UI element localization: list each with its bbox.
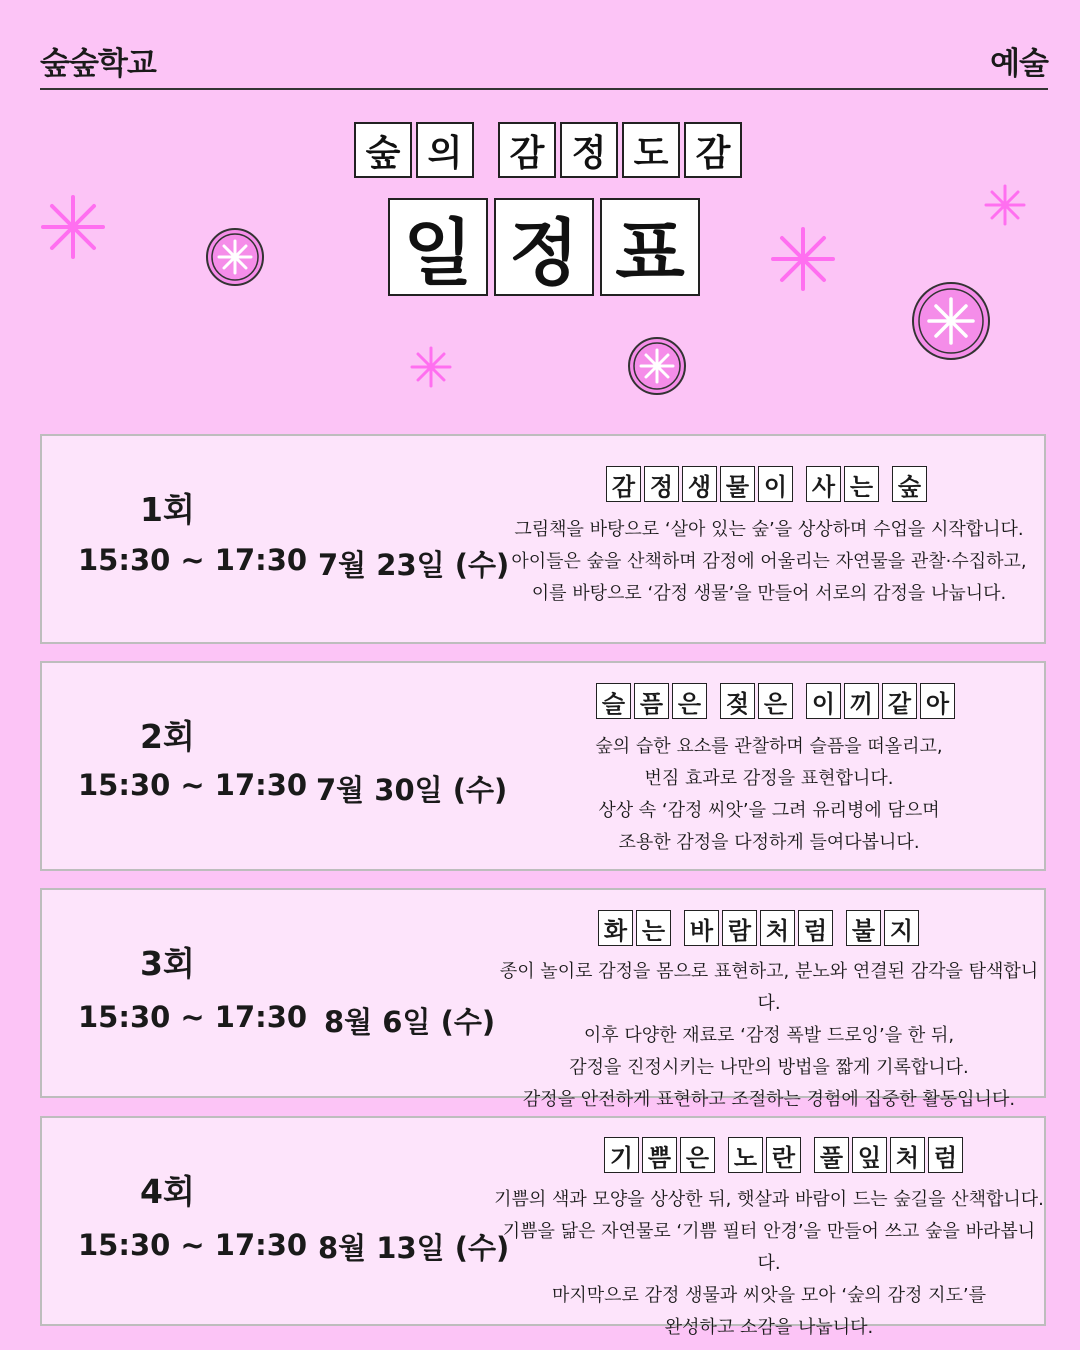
theme-char-box: 감 <box>606 466 641 502</box>
circled-asterisk-icon <box>626 335 688 397</box>
circled-asterisk-icon <box>910 280 992 362</box>
theme-char-box: 픔 <box>634 683 669 719</box>
title-line-1 <box>354 122 746 178</box>
theme-char-box: 노 <box>728 1137 763 1173</box>
session-number: 2회 <box>140 717 195 756</box>
session-time: 15:30 ~ 17:30 <box>78 1228 308 1262</box>
description-line: 번짐 효과로 감정을 표현합니다. <box>644 768 894 789</box>
theme-char-box: 기 <box>604 1137 639 1173</box>
session-time: 15:30 ~ 17:30 <box>78 768 308 802</box>
title-char-box: 표 <box>600 198 700 296</box>
theme-char-box: 정 <box>644 466 679 502</box>
session-date: 8월 6일 (수) <box>324 1005 496 1039</box>
theme-char-box: 지 <box>884 910 919 946</box>
description-line: 이를 바탕으로 ‘감정 생물’을 만들어 서로의 감정을 나눕니다. <box>531 583 1007 604</box>
session-time: 15:30 ~ 17:30 <box>78 543 308 577</box>
theme-char-box: 처 <box>760 910 795 946</box>
session-description <box>494 514 1044 610</box>
theme-char-box: 슬 <box>596 683 631 719</box>
session-theme <box>596 683 958 719</box>
theme-char-box: 물 <box>720 466 755 502</box>
title-char-box: 감 <box>498 122 556 178</box>
session-theme <box>598 910 922 946</box>
theme-char-box: 는 <box>844 466 879 502</box>
session-theme <box>606 466 930 502</box>
description-line: 마지막으로 감정 생물과 씨앗을 모아 ‘숲의 감정 지도’를 <box>551 1285 987 1306</box>
description-line: 감정을 진정시키는 나만의 방법을 짧게 기록합니다. <box>569 1057 969 1078</box>
theme-char-box: 처 <box>890 1137 925 1173</box>
theme-char-box: 끼 <box>844 683 879 719</box>
asterisk-star-icon <box>984 184 1026 226</box>
theme-char-box: 바 <box>684 910 719 946</box>
title-line-2 <box>388 198 706 296</box>
header <box>40 36 1048 90</box>
title-char-box: 일 <box>388 198 488 296</box>
title-char-box: 정 <box>494 198 594 296</box>
title-char-box: 도 <box>622 122 680 178</box>
theme-char-box: 은 <box>672 683 707 719</box>
session-description <box>494 731 1044 859</box>
theme-char-box: 사 <box>806 466 841 502</box>
session-card-4 <box>40 1116 1046 1338</box>
theme-char-box: 불 <box>846 910 881 946</box>
session-theme <box>604 1137 966 1173</box>
title-char-box: 정 <box>560 122 618 178</box>
theme-char-box: 란 <box>766 1137 801 1173</box>
description-line: 조용한 감정을 다정하게 들여다봅니다. <box>618 832 920 853</box>
theme-char-box: 풀 <box>814 1137 849 1173</box>
subject-label: 예술 <box>990 46 1048 82</box>
theme-char-box: 아 <box>920 683 955 719</box>
circled-asterisk-icon <box>204 226 266 288</box>
theme-char-box: 이 <box>758 466 793 502</box>
theme-char-box: 같 <box>882 683 917 719</box>
session-card-1 <box>40 434 1046 644</box>
session-description <box>494 956 1044 1116</box>
asterisk-star-icon <box>40 194 106 260</box>
theme-char-box: 쁨 <box>642 1137 677 1173</box>
brand-name: 숲숲학교 <box>40 46 156 82</box>
asterisk-star-icon <box>770 226 836 292</box>
description-line: 기쁨의 색과 모양을 상상한 뒤, 햇살과 바람이 드는 숲길을 산책합니다. <box>494 1189 1044 1210</box>
theme-char-box: 람 <box>722 910 757 946</box>
session-number: 4회 <box>140 1172 195 1211</box>
theme-char-box: 럼 <box>928 1137 963 1173</box>
asterisk-star-icon <box>410 346 452 388</box>
theme-char-box: 숲 <box>892 466 927 502</box>
description-line: 기쁨을 닮은 자연물로 ‘기쁨 필터 안경’을 만들어 쓰고 숲을 바라봅니다. <box>502 1221 1036 1274</box>
title-char-box: 숲 <box>354 122 412 178</box>
theme-char-box: 잎 <box>852 1137 887 1173</box>
theme-char-box: 은 <box>680 1137 715 1173</box>
session-number: 1회 <box>140 490 195 529</box>
description-line: 종이 놀이로 감정을 몸으로 표현하고, 분노와 연결된 감각을 탐색합니다. <box>499 961 1039 1014</box>
session-card-3 <box>40 888 1046 1110</box>
session-date: 8월 13일 (수) <box>318 1231 510 1265</box>
theme-char-box: 화 <box>598 910 633 946</box>
description-line: 그림책을 바탕으로 ‘살아 있는 숲’을 상상하며 수업을 시작합니다. <box>514 519 1024 540</box>
description-line: 숲의 습한 요소를 관찰하며 슬픔을 떠올리고, <box>595 736 943 757</box>
description-line: 이후 다양한 재료로 ‘감정 폭발 드로잉’을 한 뒤, <box>583 1025 955 1046</box>
theme-char-box: 는 <box>636 910 671 946</box>
theme-char-box: 이 <box>806 683 841 719</box>
session-number: 3회 <box>140 944 195 983</box>
theme-char-box: 은 <box>758 683 793 719</box>
session-description <box>494 1184 1044 1344</box>
theme-char-box: 생 <box>682 466 717 502</box>
theme-char-box: 럼 <box>798 910 833 946</box>
session-card-2 <box>40 661 1046 871</box>
description-line: 아이들은 숲을 산책하며 감정에 어울리는 자연물을 관찰·수집하고, <box>511 551 1027 572</box>
session-date: 7월 23일 (수) <box>318 548 510 582</box>
theme-char-box: 젖 <box>720 683 755 719</box>
session-date: 7월 30일 (수) <box>316 773 508 807</box>
title-char-box: 감 <box>684 122 742 178</box>
description-line: 상상 속 ‘감정 씨앗’을 그려 유리병에 담으며 <box>598 800 940 821</box>
description-line: 감정을 안전하게 표현하고 조절하는 경험에 집중한 활동입니다. <box>522 1089 1016 1110</box>
description-line: 완성하고 소감을 나눕니다. <box>664 1317 874 1338</box>
session-time: 15:30 ~ 17:30 <box>78 1000 308 1034</box>
title-char-box: 의 <box>416 122 474 178</box>
